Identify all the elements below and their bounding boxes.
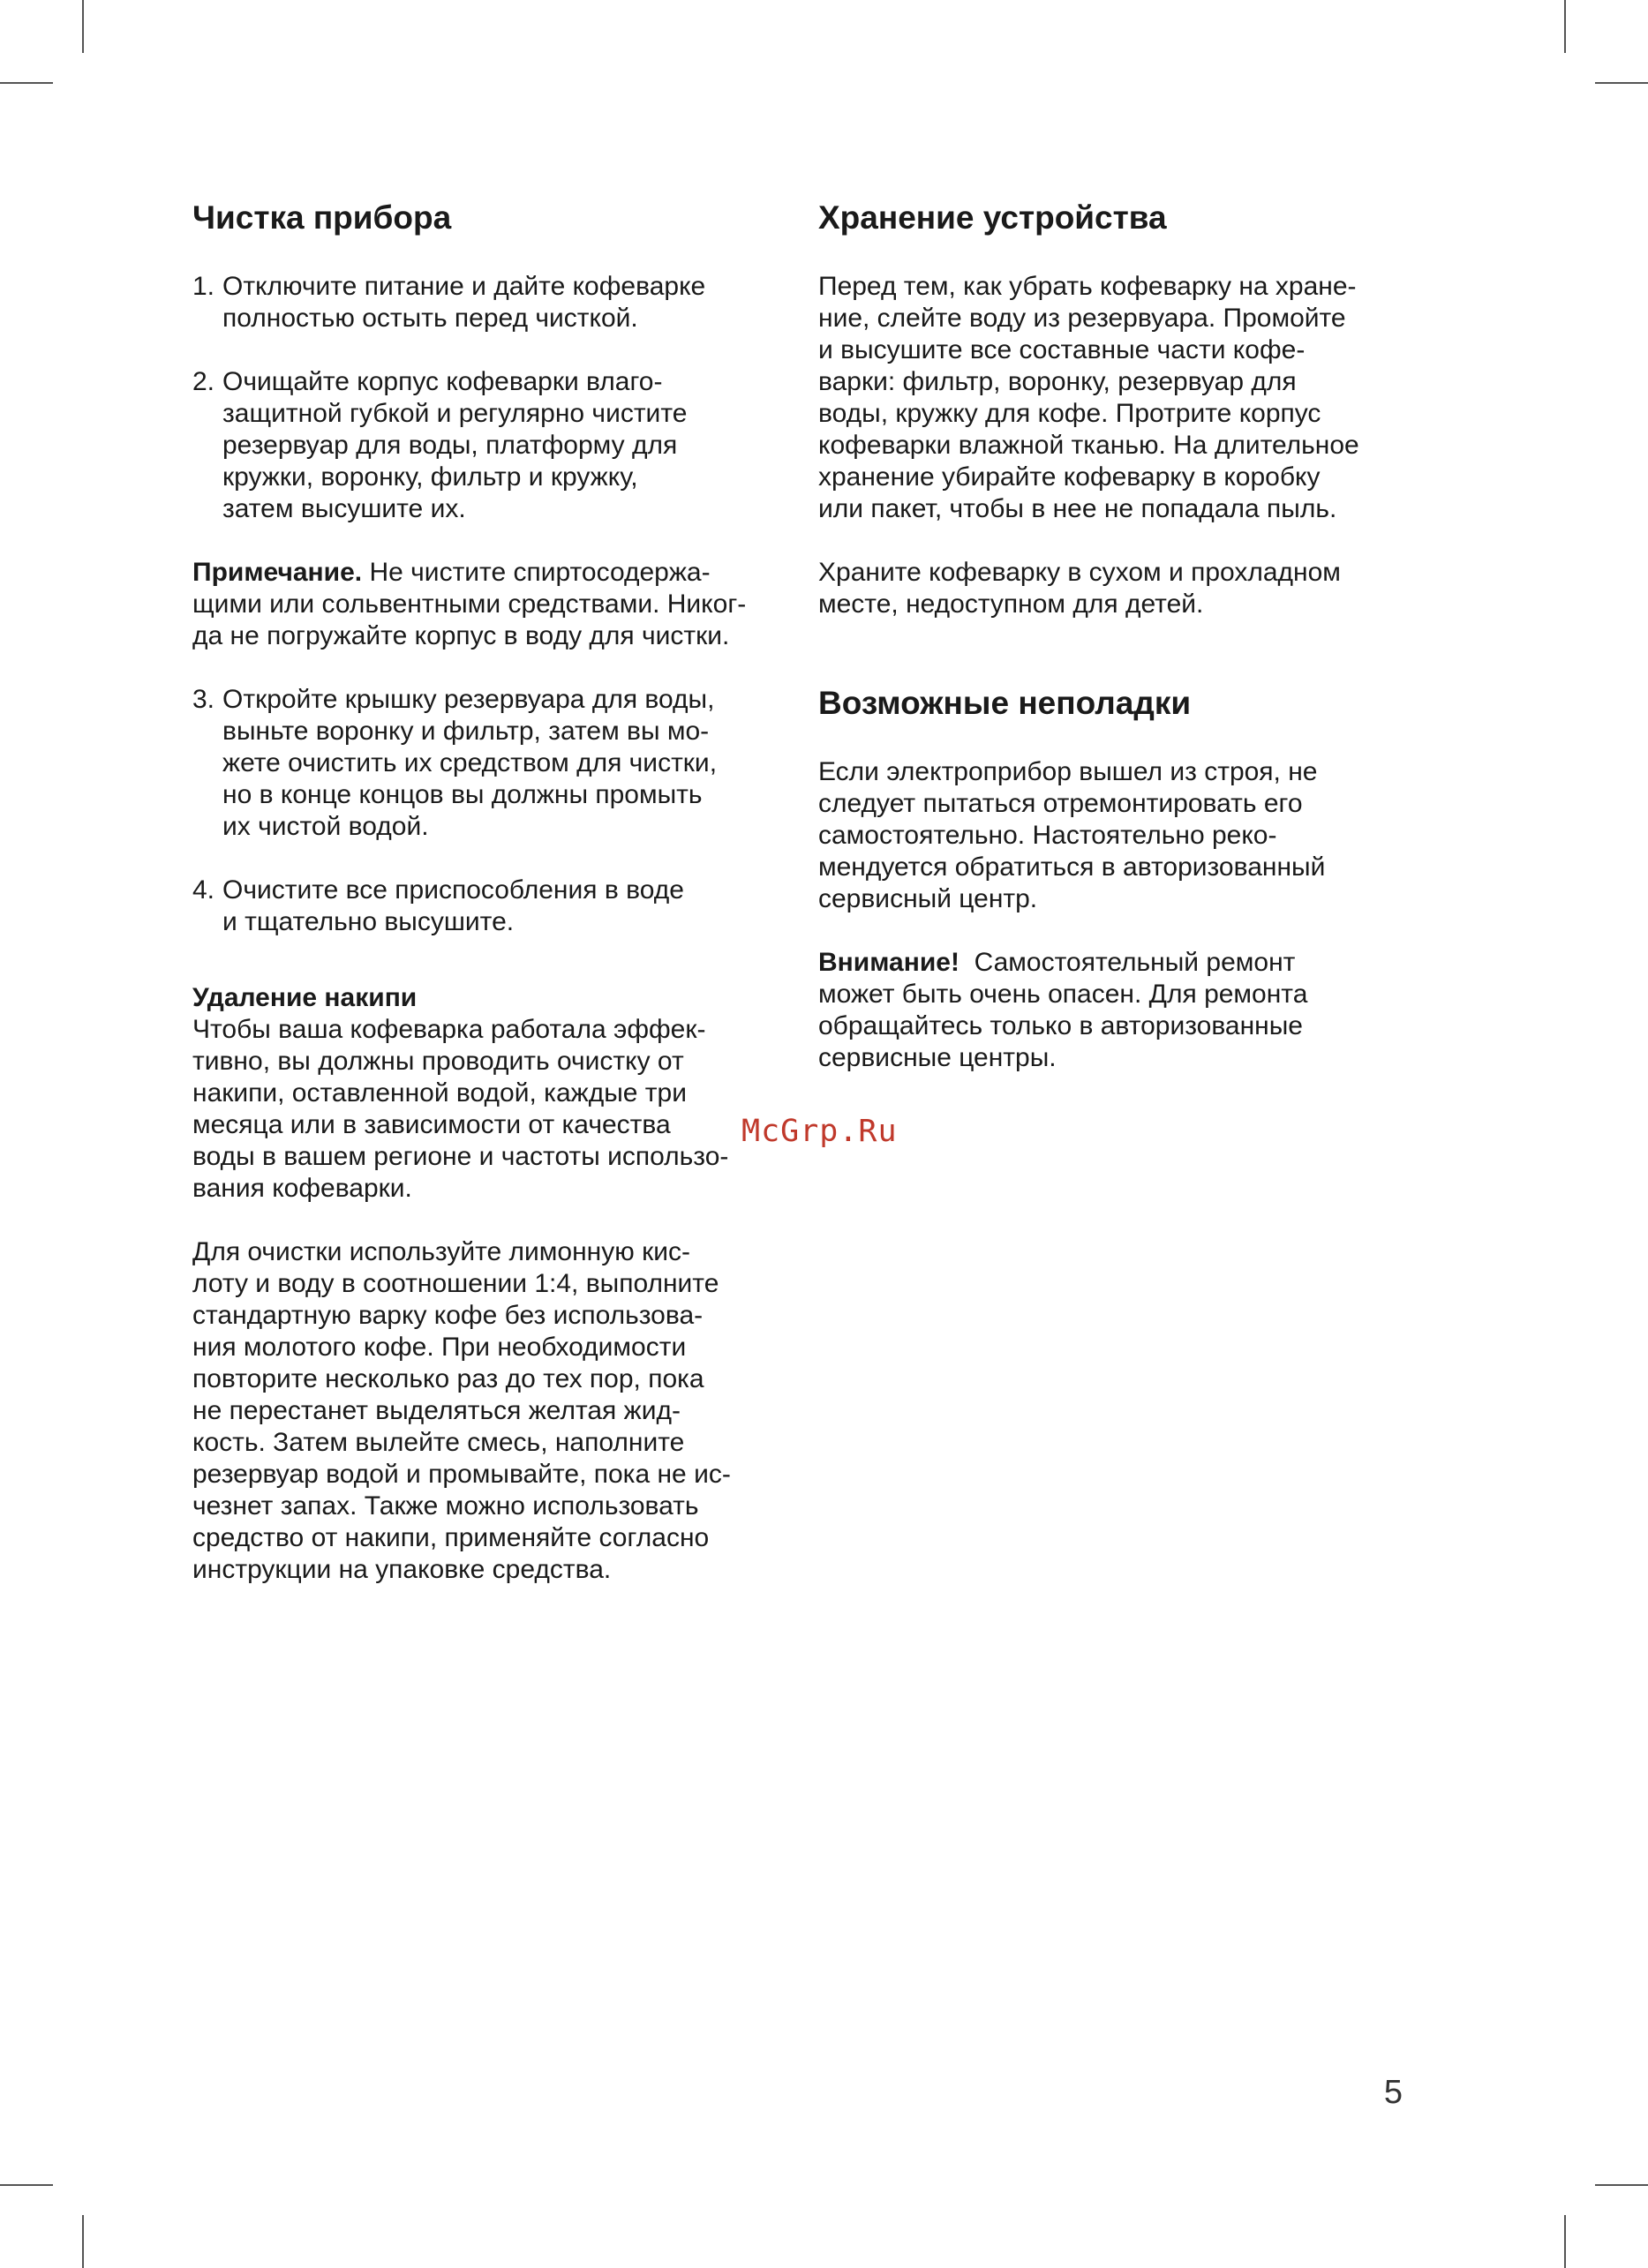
paragraph-line: тивно, вы должны проводить очистку от	[192, 1047, 684, 1076]
warning-line: сервисные центры.	[818, 1043, 1057, 1072]
crop-mark	[1564, 0, 1566, 53]
spacer	[192, 843, 793, 875]
step-line: резервуар для воды, платформу для	[222, 431, 678, 460]
paragraph-line: следует пытаться отремонтировать его	[818, 789, 1303, 818]
cleaning-steps-3-4	[192, 684, 793, 938]
step-line: жете очистить их средством для чистки,	[222, 748, 718, 777]
step-line: кружки, воронку, фильтр и кружку,	[222, 462, 638, 492]
paragraph-line: ния молотого кофе. При необходимости	[192, 1333, 687, 1362]
storage-heading: Хранение устройства	[818, 199, 1167, 236]
right-column	[818, 199, 1418, 1074]
step-line: затем высушите их.	[222, 494, 466, 523]
paragraph-line: сервисный центр.	[818, 884, 1038, 913]
spacer	[192, 1205, 793, 1236]
note-line: Не чистите спиртосодержа-	[362, 558, 711, 587]
step-line: и тщательно высушите.	[222, 907, 515, 936]
spacer	[192, 334, 793, 366]
paragraph-line: самостоятельно. Настоятельно реко-	[818, 821, 1277, 850]
paragraph-line: кость. Затем вылейте смесь, наполните	[192, 1428, 685, 1457]
paragraph-line: не перестанет выделяться желтая жид-	[192, 1396, 681, 1425]
watermark-text: McGrp.Ru	[741, 1114, 898, 1149]
note-label: Примечание.	[192, 558, 363, 587]
step-number: 2.	[192, 367, 215, 396]
note-line: щими или сольвентными средствами. Никог-	[192, 590, 747, 619]
paragraph-line: повторите несколько раз до тех пор, пока	[192, 1364, 704, 1393]
crop-mark	[0, 2184, 53, 2186]
step-number: 1.	[192, 272, 215, 301]
warning-line: Самостоятельный ремонт	[959, 948, 1296, 977]
step-line: выньте воронку и фильтр, затем вы мо-	[222, 717, 710, 746]
paragraph-line: воды в вашем регионе и частоты использо-	[192, 1142, 729, 1171]
crop-mark	[0, 82, 53, 84]
paragraph-line: лоту и воду в соотношении 1:4, выполните	[192, 1269, 719, 1298]
note-line: да не погружайте корпус в воду для чистки.	[192, 621, 730, 650]
spacer	[192, 938, 793, 982]
paragraph-line: Для очистки используйте лимонную кис-	[192, 1237, 690, 1266]
spacer	[192, 652, 793, 684]
crop-mark	[1595, 2184, 1648, 2186]
descaling-heading: Удаление накипи	[192, 983, 418, 1012]
paragraph-line: месяца или в зависимости от качества	[192, 1110, 671, 1139]
warning-line: может быть очень опасен. Для ремонта	[818, 980, 1308, 1009]
spacer	[818, 620, 1418, 684]
paragraph-line: месте, недоступном для детей.	[818, 590, 1204, 619]
step-line: Очистите все приспособления в воде	[222, 875, 684, 905]
paragraph-line: накипи, оставленной водой, каждые три	[192, 1078, 687, 1108]
spacer	[818, 525, 1418, 557]
cleaning-heading: Чистка прибора	[192, 199, 452, 236]
step-line: Откройте крышку резервуара для воды,	[222, 685, 715, 714]
paragraph-line: кофеварки влажной тканью. На длительное	[818, 431, 1359, 460]
step-line: Отключите питание и дайте кофеварке	[222, 272, 706, 301]
page-number: 5	[1383, 2074, 1403, 2111]
paragraph-line: Храните кофеварку в сухом и прохладном	[818, 558, 1341, 587]
step-4	[192, 875, 793, 938]
step-3	[192, 684, 793, 843]
paragraph-line: Если электроприбор вышел из строя, не	[818, 757, 1318, 786]
crop-mark	[1564, 2215, 1566, 2268]
cleaning-note	[192, 557, 793, 652]
warning-line: обращайтесь только в авторизованные	[818, 1011, 1303, 1040]
step-line: Очищайте корпус кофеварки влаго-	[222, 367, 663, 396]
crop-mark	[82, 0, 84, 53]
troubleshooting-heading: Возможные неполадки	[818, 685, 1192, 721]
crop-mark	[1595, 82, 1648, 84]
paragraph-line: Чтобы ваша кофеварка работала эффек-	[192, 1015, 706, 1044]
step-line: но в конце концов вы должны промыть	[222, 780, 703, 809]
paragraph-line: и высушите все составные части кофе-	[818, 335, 1306, 364]
step-number: 3.	[192, 685, 215, 714]
step-line: их чистой водой.	[222, 812, 429, 841]
paragraph-line: воды, кружку для кофе. Протрите корпус	[818, 399, 1321, 428]
paragraph-line: хранение убирайте кофеварку в коробку	[818, 462, 1321, 492]
paragraph-line: средство от накипи, применяйте согласно	[192, 1523, 710, 1552]
paragraph-line: или пакет, чтобы в нее не попадала пыль.	[818, 494, 1337, 523]
spacer	[192, 525, 793, 557]
left-column	[192, 199, 793, 1586]
warning-note	[818, 947, 1418, 1074]
paragraph-line: чезнет запах. Также можно использовать	[192, 1491, 699, 1521]
step-number: 4.	[192, 875, 215, 905]
warning-label: Внимание!	[818, 948, 959, 977]
step-line: полностью остыть перед чисткой.	[222, 304, 638, 333]
step-line: защитной губкой и регулярно чистите	[222, 399, 688, 428]
spacer	[818, 915, 1418, 947]
paragraph-line: резервуар водой и промывайте, пока не ис-	[192, 1460, 731, 1489]
paragraph-line: мендуется обратиться в авторизованный	[818, 852, 1326, 882]
paragraph-line: стандартную варку кофе без использова-	[192, 1301, 704, 1330]
paragraph-line: вания кофеварки.	[192, 1174, 412, 1203]
cleaning-steps-1-2	[192, 271, 793, 525]
paragraph-line: варки: фильтр, воронку, резервуар для	[818, 367, 1297, 396]
paragraph-line: Перед тем, как убрать кофеварку на хране-	[818, 272, 1357, 301]
step-1	[192, 271, 793, 334]
step-2	[192, 366, 793, 525]
paragraph-line: инструкции на упаковке средства.	[192, 1555, 612, 1584]
crop-mark	[82, 2215, 84, 2268]
paragraph-line: ние, слейте воду из резервуара. Промойте	[818, 304, 1346, 333]
descaling-section	[192, 982, 793, 1586]
